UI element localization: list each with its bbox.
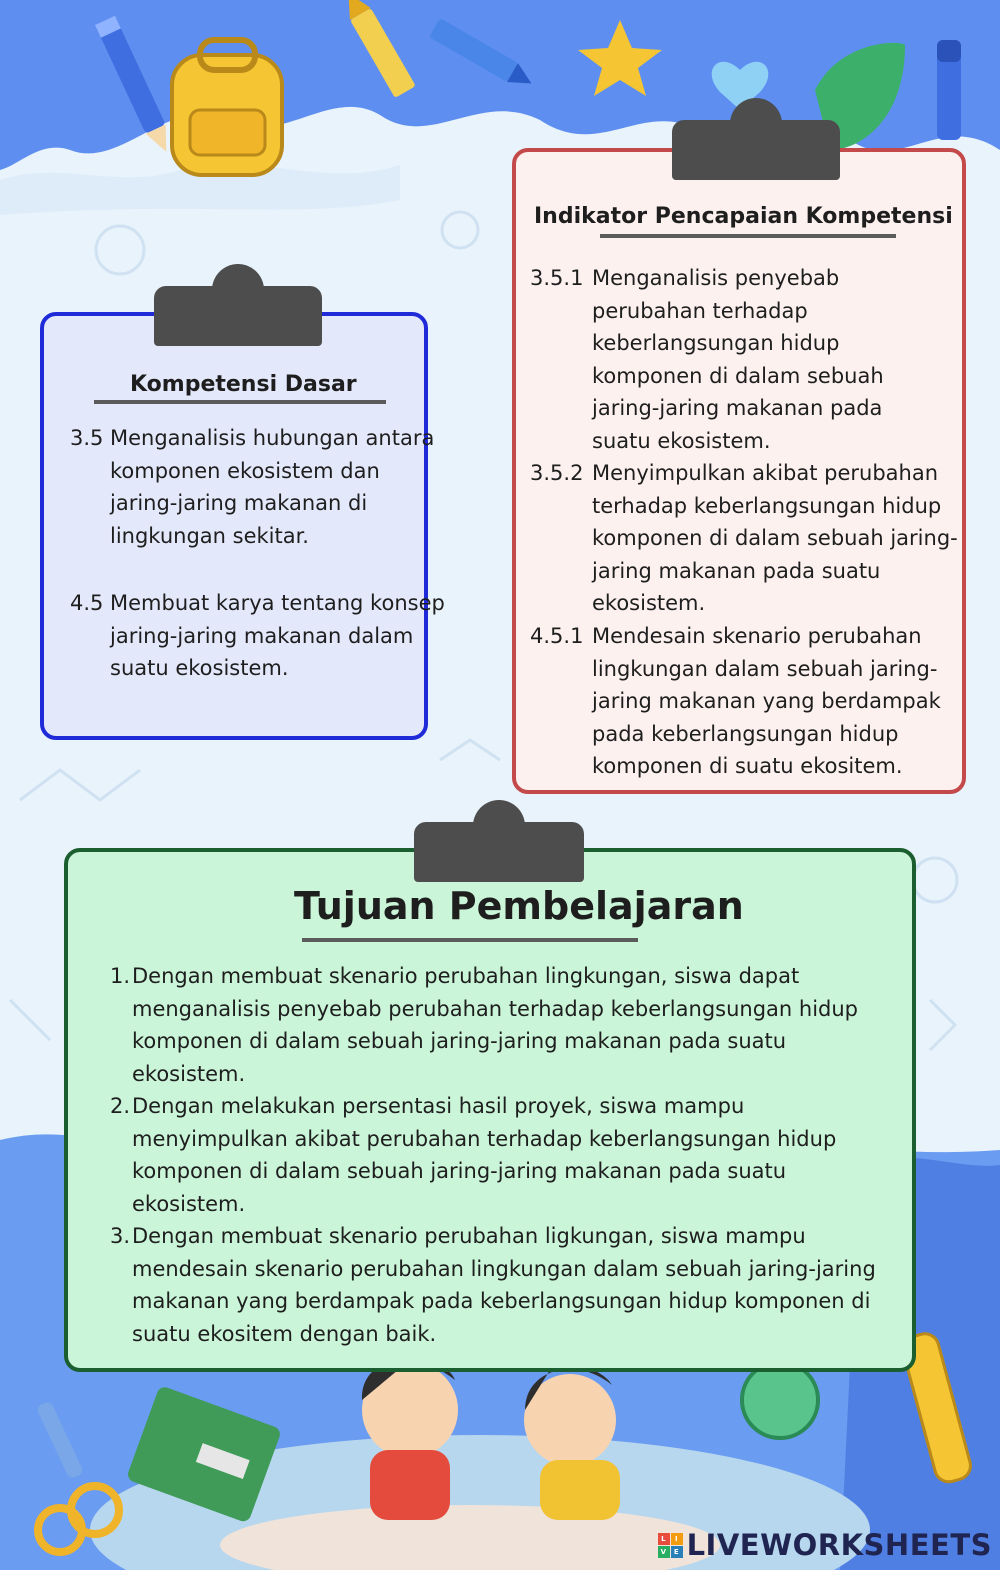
tujuan-item-2 bbox=[110, 1090, 872, 1220]
item-text: Membuat karya tentang konsep jaring-jaring makanan dalam suatu ekosistem. bbox=[110, 591, 445, 680]
pen-icon bbox=[937, 40, 961, 140]
title-underline bbox=[302, 938, 638, 942]
backpack-icon bbox=[172, 40, 282, 175]
item-number: 3.5 bbox=[70, 426, 104, 450]
clipboard-clip bbox=[414, 822, 584, 882]
tujuan-title: Tujuan Pembelajaran bbox=[294, 884, 744, 928]
ipk-item-3-5-1 bbox=[530, 262, 942, 457]
item-text: Menganalisis penyebab perubahan terhadap keberlangsungan hidup komponen di dalam sebuah jaring-jaring makanan pada suatu ekosistem. bbox=[592, 266, 884, 453]
item-number: 3. bbox=[110, 1224, 131, 1248]
item-number: 2. bbox=[110, 1094, 131, 1118]
tujuan-item-1 bbox=[110, 960, 872, 1090]
title-underline bbox=[600, 234, 896, 238]
item-text: Mendesain skenario perubahan lingkungan dalam sebuah jaring-jaring makanan yang berdampak pada keberlangsungan hidup komponen di suatu ekositem. bbox=[592, 624, 941, 778]
liveworksheets-watermark[interactable] bbox=[658, 1528, 992, 1562]
indikator-title: Indikator Pencapaian Kompetensi bbox=[534, 204, 953, 229]
kompetensi-dasar-title: Kompetensi Dasar bbox=[130, 372, 357, 397]
ipk-item-3-5-2 bbox=[530, 457, 962, 620]
item-text: Menyimpulkan akibat perubahan terhadap keberlangsungan hidup komponen di dalam sebuah jaring-jaring makanan pada suatu ekosistem. bbox=[592, 461, 958, 615]
clipboard-clip bbox=[154, 286, 322, 346]
indikator-card bbox=[512, 148, 966, 794]
tujuan-pembelajaran-card bbox=[64, 848, 916, 1372]
clipboard-clip bbox=[672, 120, 840, 180]
item-text: Dengan melakukan persentasi hasil proyek, siswa mampu menyimpulkan akibat perubahan terhadap keberlangsungan hidup komponen di dalam sebuah jaring-jaring makanan pada suatu ekosistem. bbox=[132, 1094, 837, 1216]
item-text: Dengan membuat skenario perubahan ligkungan, siswa mampu mendesain skenario perubahan lingkungan dalam sebuah jaring-jaring makanan yang berdampak pada keberlangsungan hidup komponen di suatu ekositem dengan baik. bbox=[132, 1224, 876, 1346]
ipk-item-4-5-1 bbox=[530, 620, 962, 783]
item-number: 3.5.1 bbox=[530, 266, 584, 290]
tujuan-item-3 bbox=[110, 1220, 892, 1350]
item-number: 4.5.1 bbox=[530, 624, 584, 648]
item-text: Dengan membuat skenario perubahan lingkungan, siswa dapat menganalisis penyebab perubahan terhadap keberlangsungan hidup komponen di dalam sebuah jaring-jaring makanan pada suatu ekosistem. bbox=[132, 964, 859, 1086]
item-number: 4.5 bbox=[70, 591, 104, 615]
liveworksheets-logo-icon: L I V E bbox=[658, 1533, 683, 1558]
child-left-illustration bbox=[362, 1359, 458, 1520]
item-text: Menganalisis hubungan antara komponen ekosistem dan jaring-jaring makanan di lingkungan sekitar. bbox=[110, 426, 435, 548]
flask-icon bbox=[742, 1362, 818, 1438]
kd-item-3-5 bbox=[70, 422, 450, 552]
item-number: 3.5.2 bbox=[530, 461, 584, 485]
watermark-text: LIVEWORKSHEETS bbox=[686, 1528, 992, 1562]
title-underline bbox=[94, 400, 386, 404]
kompetensi-dasar-card bbox=[40, 312, 445, 740]
item-number: 1. bbox=[110, 964, 131, 988]
kd-item-4-5 bbox=[70, 587, 450, 685]
